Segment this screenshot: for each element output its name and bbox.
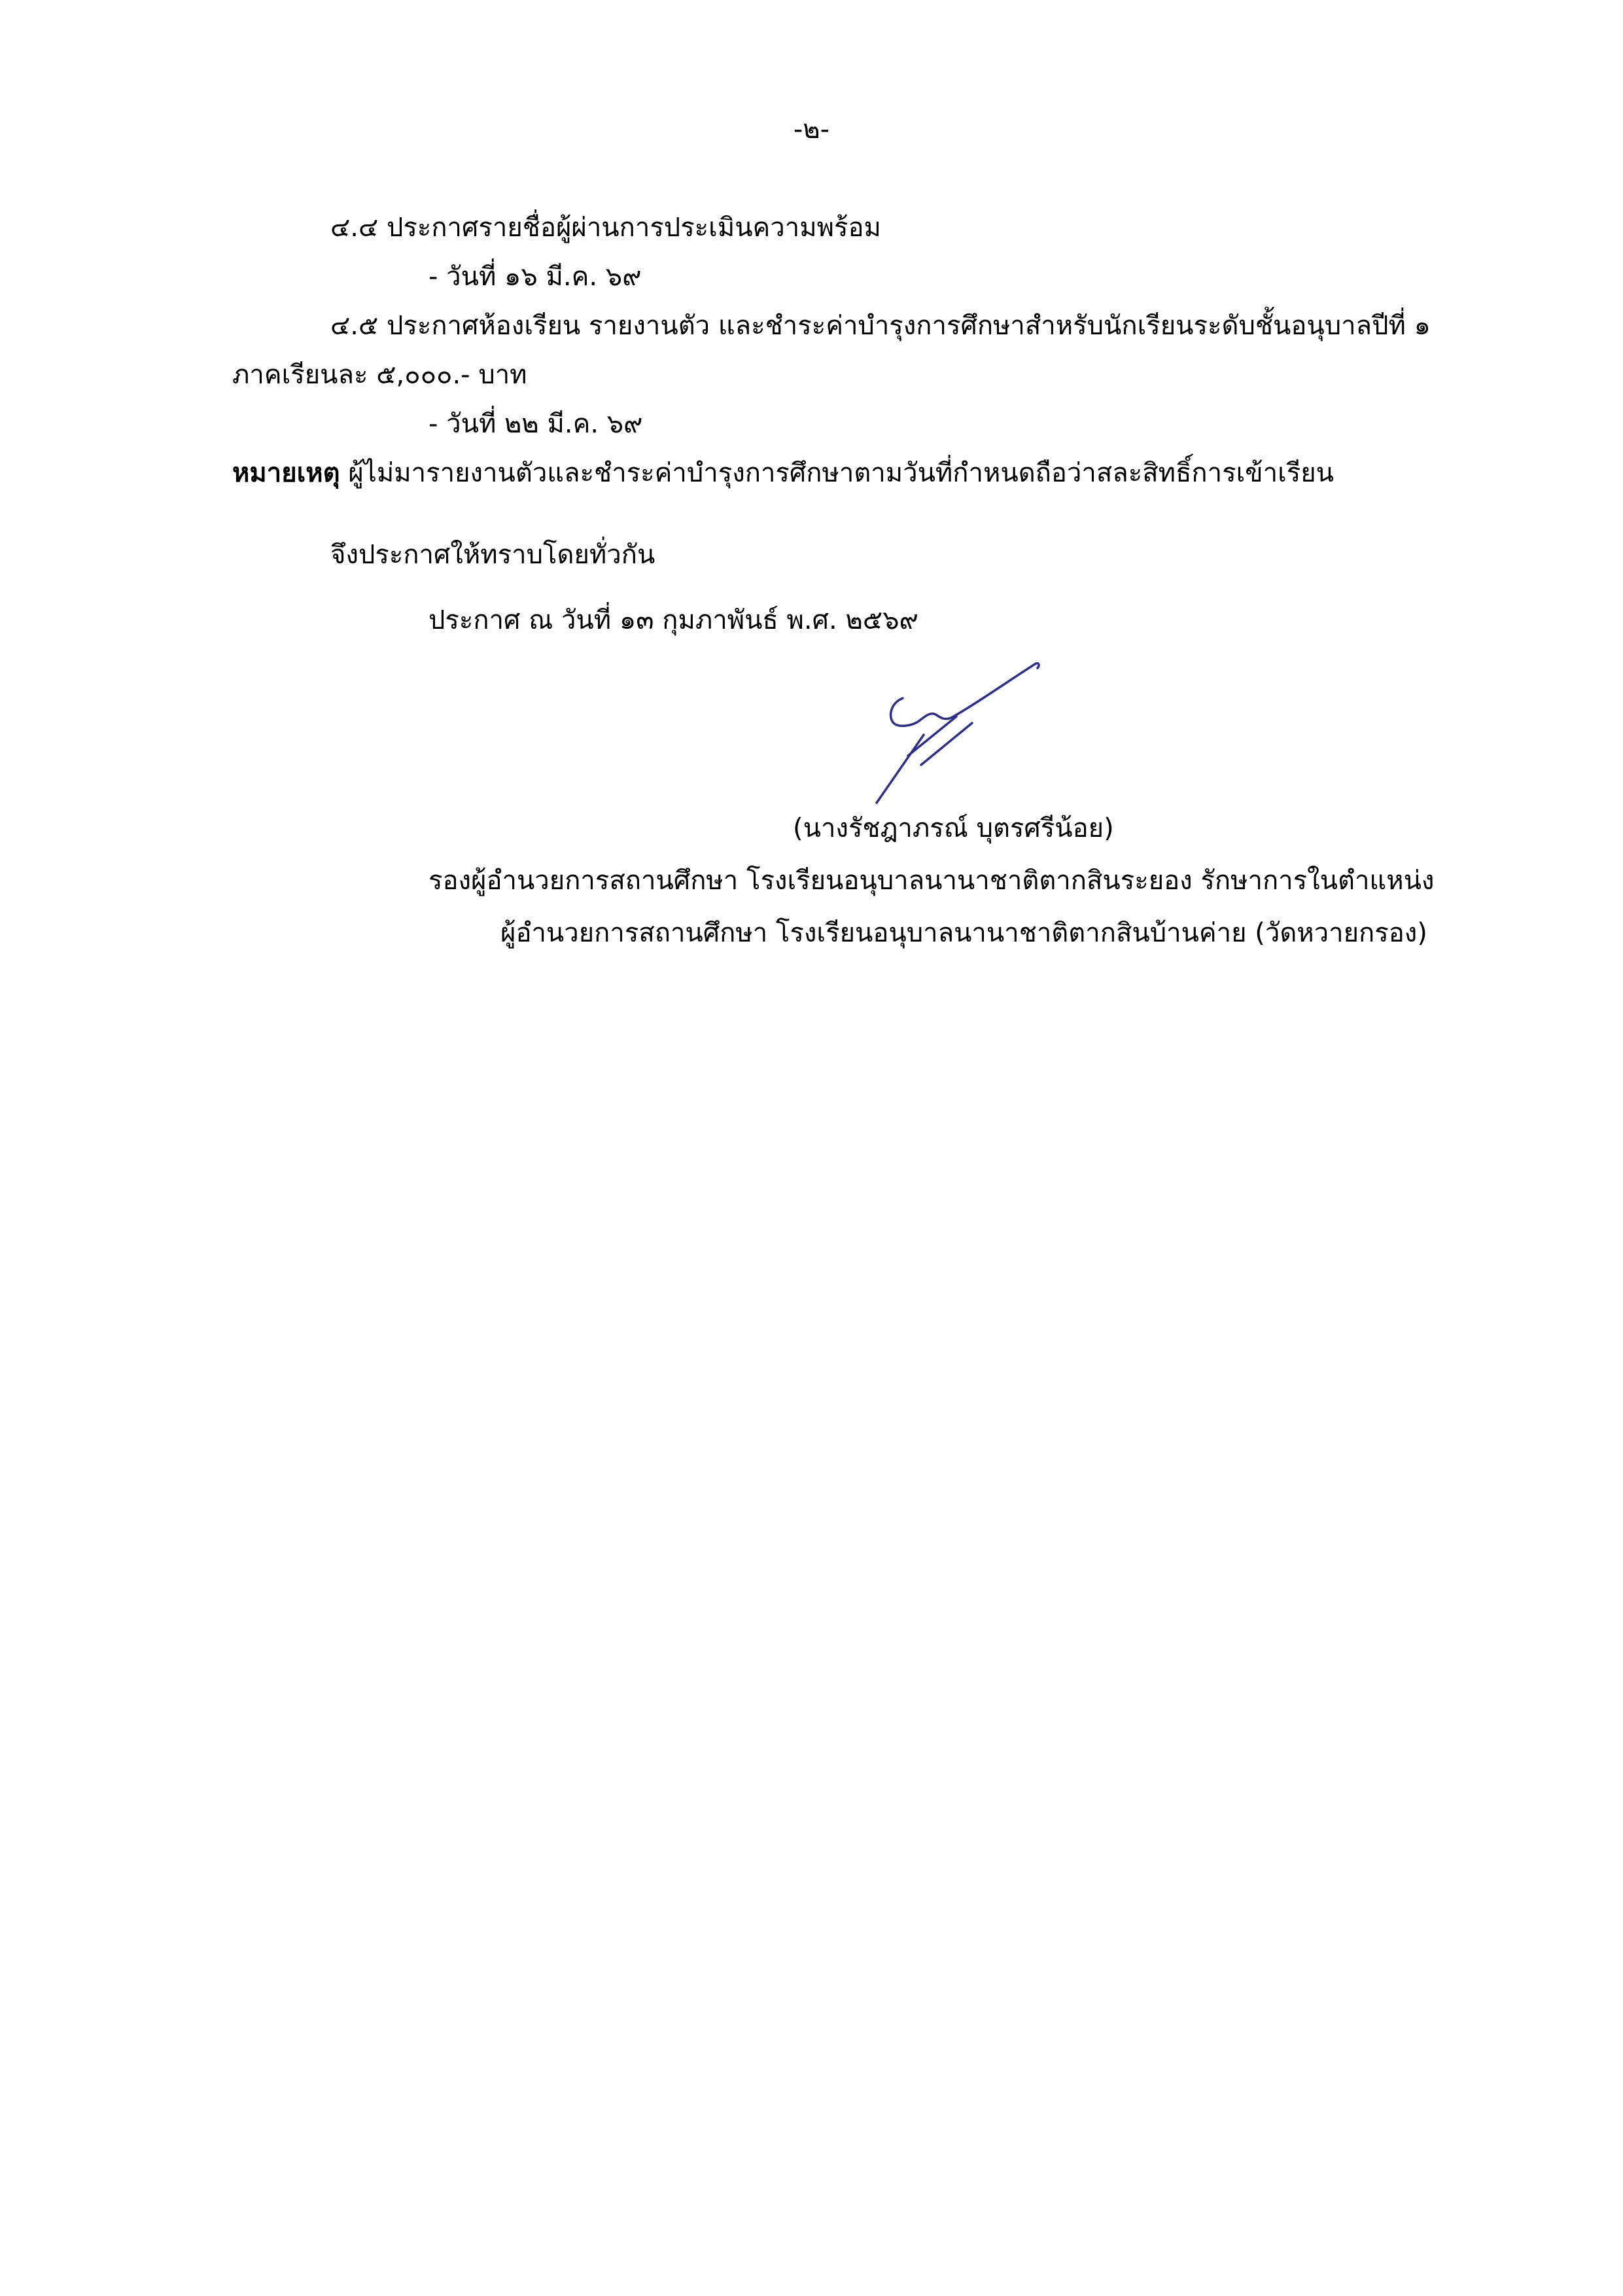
page-number: -๒- <box>793 115 830 145</box>
remark <box>232 455 1334 491</box>
item-4-5-date: - วันที่ ๒๒ มี.ค. ๖๙ <box>428 409 643 439</box>
signature-image <box>864 658 1047 808</box>
item-4-5-heading: ๔.๕ ประกาศห้องเรียน รายงานตัว และชำระค่าบำรุงการศึกษาสำหรับนักเรียนระดับชั้นอนุบาลปีที่ ๑ <box>330 311 1431 341</box>
item-4-4-heading: ๔.๔ ประกาศรายชื่อผู้ผ่านการประเมินความพร้อม <box>330 213 881 243</box>
item-4-5-continuation: ภาคเรียนละ ๕,๐๐๐.- บาท <box>232 360 527 390</box>
remark-text: ผู้ไม่มารายงานตัวและชำระค่าบำรุงการศึกษาตามวันที่กำหนดถือว่าสละสิทธิ์การเข้าเรียน <box>340 458 1335 488</box>
remark-label: หมายเหตุ <box>232 458 340 488</box>
signatory-position-line1: รองผู้อำนวยการสถานศึกษา โรงเรียนอนุบาลนานาชาติตากสินระยอง รักษาการในตำแหน่ง <box>428 866 1435 896</box>
announcement-date: ประกาศ ณ วันที่ ๑๓ กุมภาพันธ์ พ.ศ. ๒๕๖๙ <box>428 605 918 635</box>
item-4-4-date: - วันที่ ๑๖ มี.ค. ๖๙ <box>428 262 642 292</box>
signatory-name: (นางรัชฎาภรณ์ บุตรศรีน้อย) <box>793 813 1114 843</box>
signatory-position-line2: ผู้อำนวยการสถานศึกษา โรงเรียนอนุบาลนานาชาติตากสินบ้านค่าย (วัดหวายกรอง) <box>500 918 1427 948</box>
announcement-text: จึงประกาศให้ทราบโดยทั่วกัน <box>330 540 655 570</box>
